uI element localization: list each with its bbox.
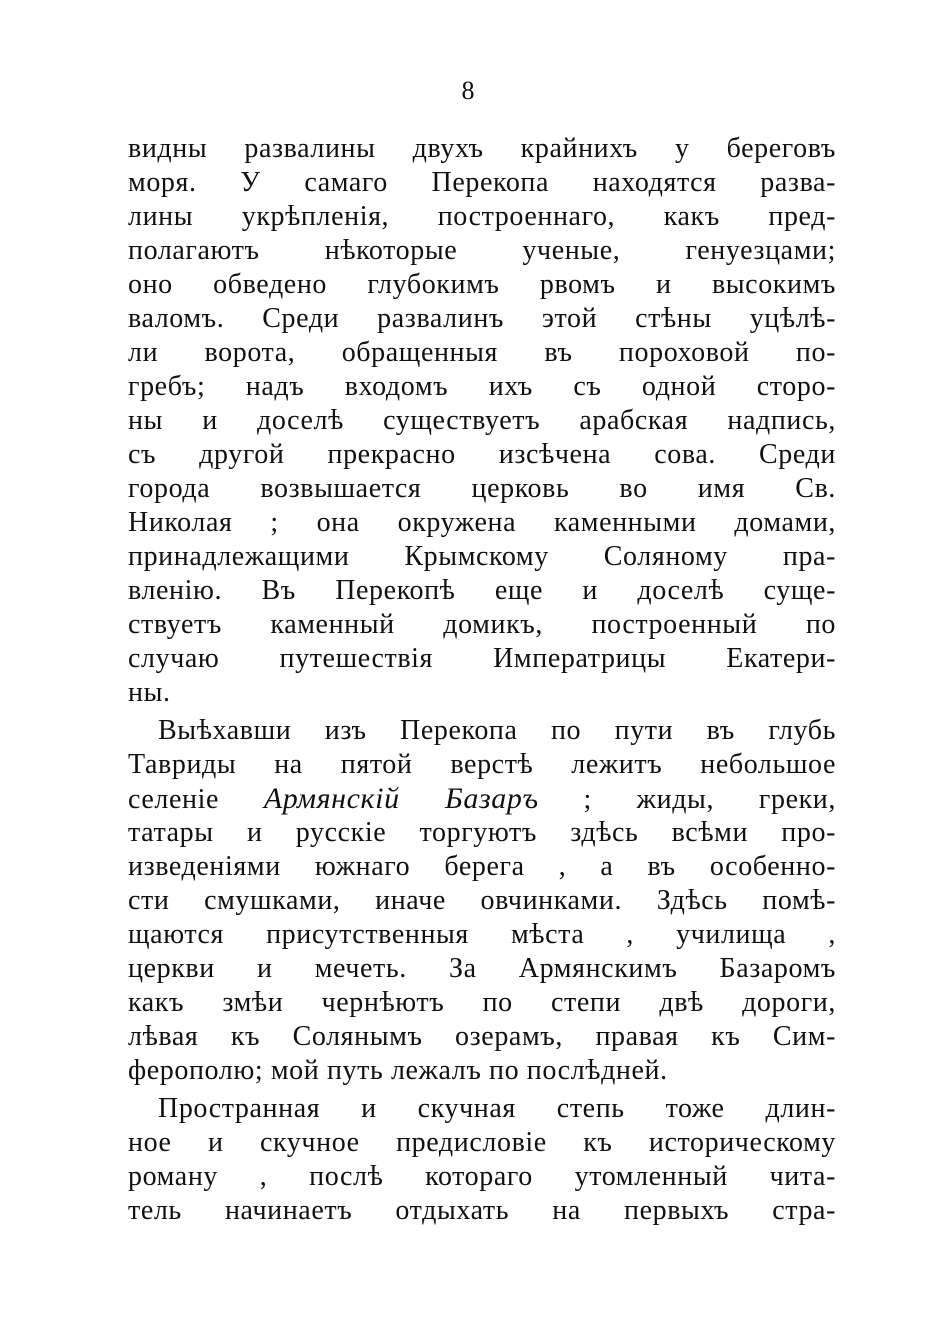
text-line: Тавриды на пятой верстѣ лежитъ небольшое (128, 749, 836, 780)
text-fragment: ; жиды, греки, (538, 784, 836, 815)
text-line: Выѣхавши изъ Перекопа по пути въ глубь (158, 715, 836, 746)
text-line: ное и скучное предисловіе къ историческому (128, 1127, 836, 1158)
text-line: ферополю; мой путь лежалъ по послѣдней. (128, 1055, 668, 1086)
text-line: вленію. Въ Перекопѣ еще и доселѣ суще- (128, 575, 836, 606)
text-line-with-place-name (128, 782, 836, 816)
text-line: ли ворота, обращенныя въ пороховой по- (128, 337, 836, 368)
text-line: случаю путешествія Императрицы Екатери- (128, 643, 836, 674)
text-line: валомъ. Среди развалинъ этой стѣны уцѣлѣ- (128, 303, 836, 334)
text-line: ны. (128, 677, 171, 708)
text-line: оно обведено глубокимъ рвомъ и высокимъ (128, 269, 836, 300)
page-number: 8 (461, 76, 475, 105)
text-line: гребъ; надъ входомъ ихъ съ одной сторо- (128, 371, 836, 402)
text-line: сти смушками, иначе овчинками. Здѣсь помѣ- (128, 885, 836, 916)
text-line: ствуетъ каменный домикъ, построенный по (128, 609, 836, 640)
text-line: татары и русскіе торгуютъ здѣсь всѣми про- (128, 817, 836, 848)
text-line: какъ змѣи чернѣютъ по степи двѣ дороги, (128, 987, 836, 1018)
text-line: тель начинаетъ отдыхать на первыхъ стра- (128, 1195, 836, 1226)
paragraph-1 (128, 132, 836, 710)
paragraph-2 (128, 714, 836, 1088)
text-line: церкви и мечеть. За Армянскимъ Базаромъ (128, 953, 836, 984)
paragraph-3 (128, 1092, 836, 1228)
text-line: принадлежащими Крымскому Соляному пра- (128, 541, 836, 572)
text-line: съ другой прекрасно изсѣчена сова. Среди (128, 439, 836, 470)
text-fragment: селеніе (128, 784, 264, 815)
text-line: изведеніями южнаго берега , а въ особенно- (128, 851, 836, 882)
text-line: лины укрѣпленія, построеннаго, какъ пред- (128, 201, 836, 232)
text-line: лѣвая къ Солянымъ озерамъ, правая къ Сим- (128, 1021, 836, 1052)
text-line: полагаютъ нѣкоторые ученые, генуезцами; (128, 235, 836, 266)
text-line: щаются присутственныя мѣста , училища , (128, 919, 836, 950)
body-text (128, 132, 836, 1228)
text-line: Пространная и скучная степь тоже длин- (158, 1093, 836, 1124)
text-line: видны развалины двухъ крайнихъ у береговъ (128, 133, 836, 164)
text-line: ны и доселѣ существуетъ арабская надпись, (128, 405, 836, 436)
text-line: Николая ; она окружена каменными домами, (128, 507, 836, 538)
text-line: моря. У самаго Перекопа находятся разва- (128, 167, 836, 198)
text-line: города возвышается церковь во имя Св. (128, 473, 836, 504)
text-line: роману , послѣ котораго утомленный чита- (128, 1161, 836, 1192)
place-name-italic: Армянскій Базаръ (263, 782, 539, 815)
